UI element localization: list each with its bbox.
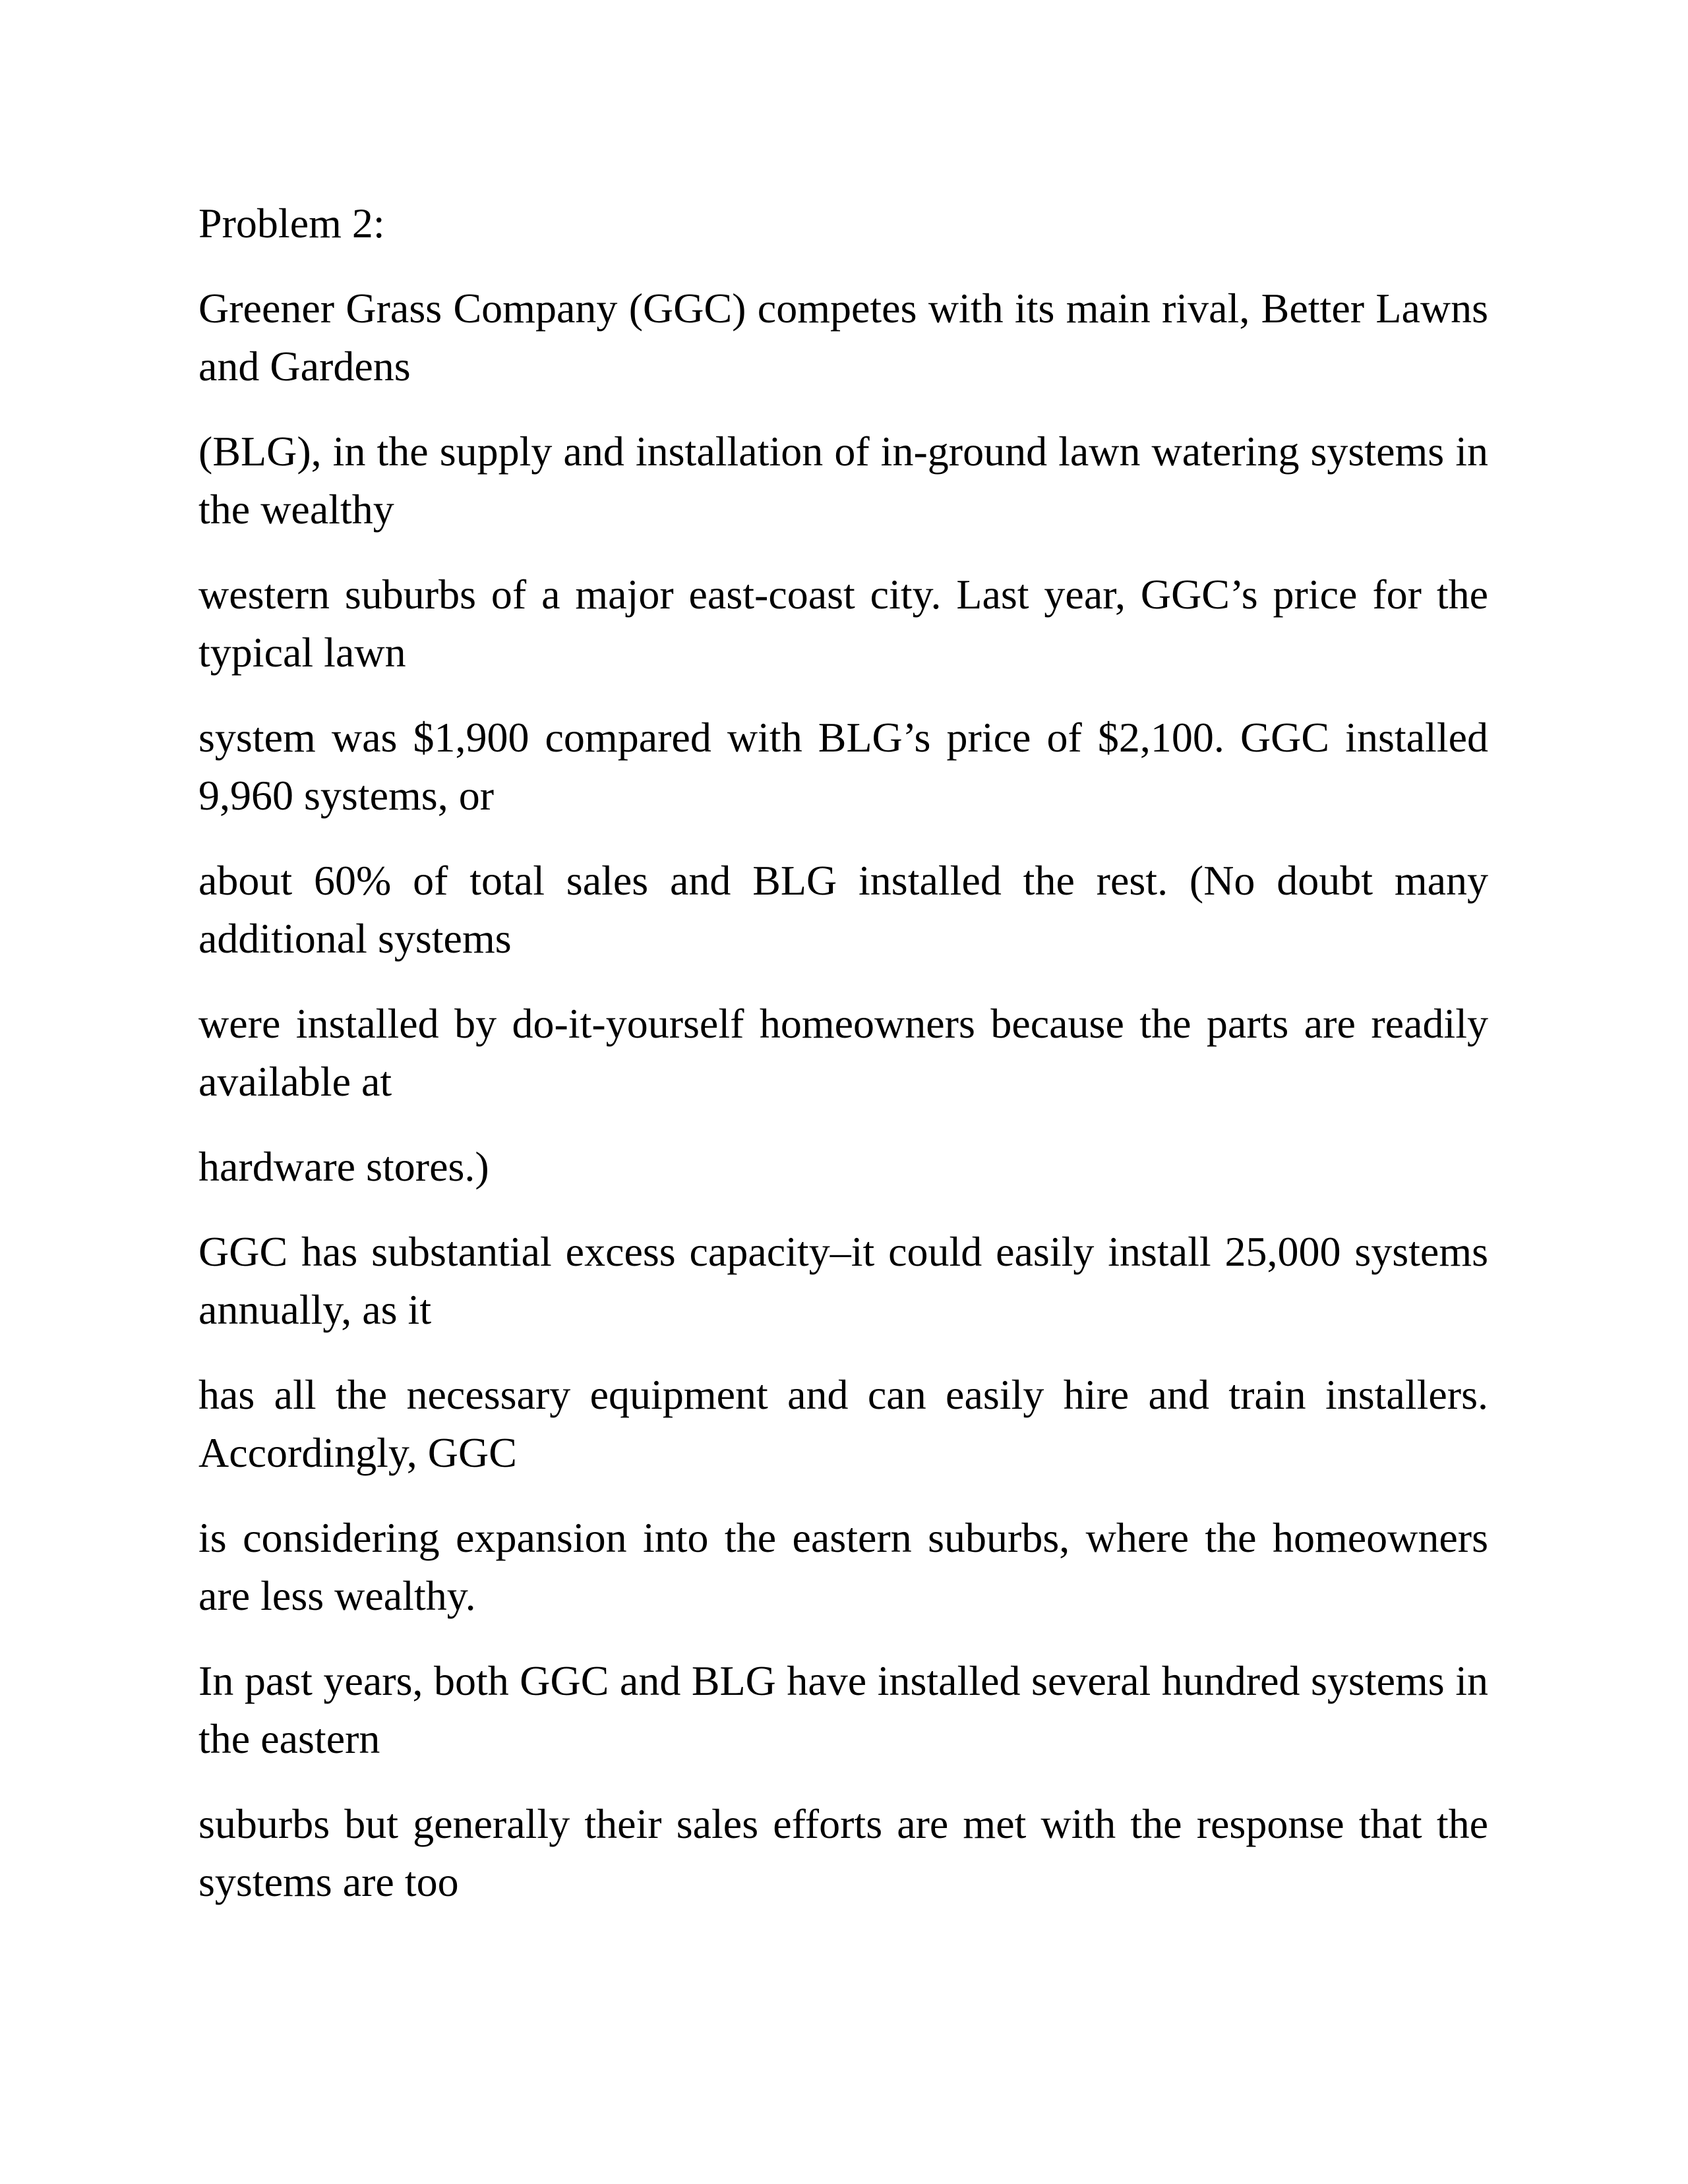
document-body (198, 194, 1488, 1938)
paragraph-1: Greener Grass Company (GGC) competes with its main rival, Better Lawns and Gardens (198, 285, 1488, 390)
paragraph-11: In past years, both GGC and BLG have installed several hundred systems in the eastern (198, 1657, 1488, 1762)
paragraph-10: is considering expansion into the eastern suburbs, where the homeowners are less wealthy. (198, 1514, 1488, 1619)
paragraph-2: (BLG), in the supply and installation of in-ground lawn watering systems in the wealthy (198, 428, 1488, 533)
paragraph-5: about 60% of total sales and BLG installed the rest. (No doubt many additional systems (198, 857, 1488, 962)
problem-heading: Problem 2: (198, 200, 385, 247)
paragraph-9: has all the necessary equipment and can easily hire and train installers. Accordingly, GGC (198, 1371, 1488, 1476)
paragraph-3: western suburbs of a major east-coast city. Last year, GGC’s price for the typical lawn (198, 571, 1488, 676)
paragraph-12: suburbs but generally their sales efforts are met with the response that the systems are too (198, 1800, 1488, 1905)
paragraph-8: GGC has substantial excess capacity–it could easily install 25,000 systems annually, as it (198, 1228, 1488, 1333)
paragraph-4: system was $1,900 compared with BLG’s price of $2,100. GGC installed 9,960 systems, or (198, 714, 1488, 819)
paragraph-6: were installed by do-it-yourself homeowners because the parts are readily available at (198, 1000, 1488, 1105)
paragraph-7: hardware stores.) (198, 1143, 489, 1190)
